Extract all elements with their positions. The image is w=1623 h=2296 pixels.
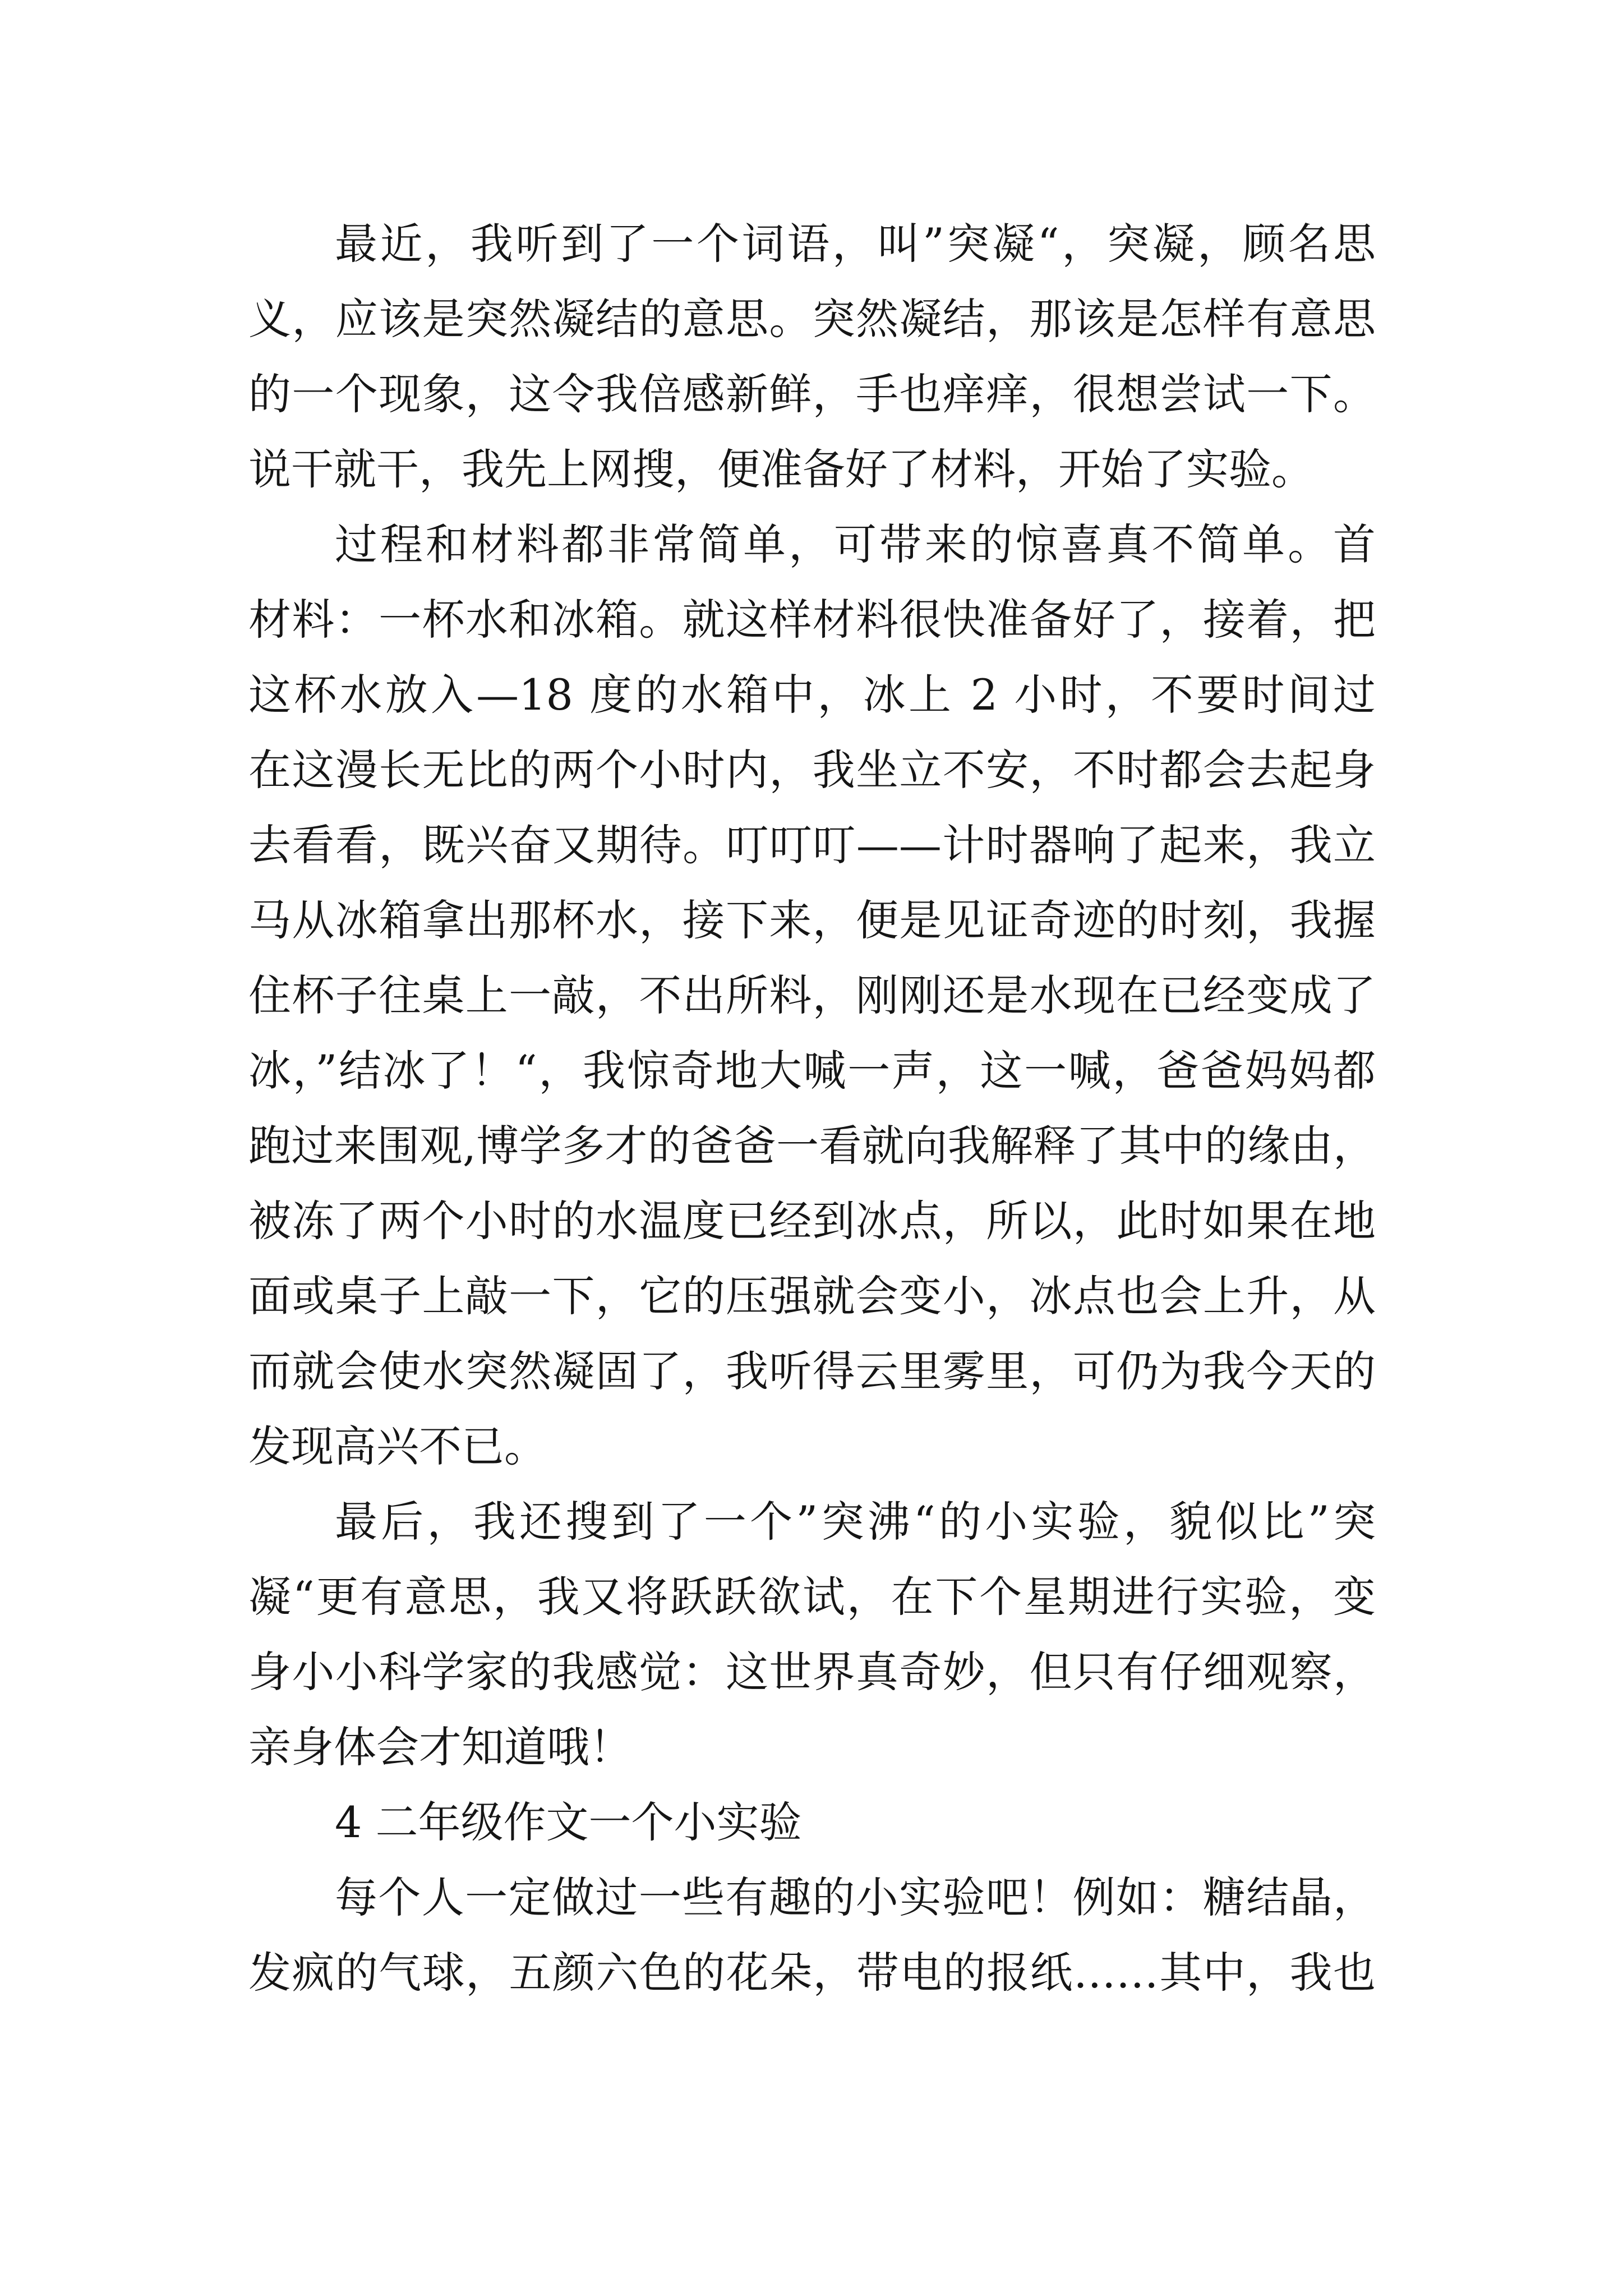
text-line: 冰，”结冰了！“，我惊奇地大喊一声，这一喊，爸爸妈妈都: [248, 1046, 1376, 1096]
text-line: 被冻了两个小时的水温度已经到冰点，所以，此时如果在地: [248, 1196, 1376, 1246]
text-line: 发现高兴不已。: [248, 1421, 547, 1471]
text-line: 最后，我还搜到了一个”突沸“的小实验，貌似比”突: [335, 1497, 1376, 1547]
text-line: 跑过来围观,博学多才的爸爸一看就向我解释了其中的缘由，: [248, 1121, 1376, 1171]
text-line: 身小小科学家的我感觉：这世界真奇妙，但只有仔细观察，: [248, 1647, 1376, 1697]
section-heading: 4 二年级作文一个小实验: [335, 1797, 802, 1847]
text-line: 这杯水放入—18 度的水箱中，冰上 2 小时，不要时间过: [248, 670, 1376, 720]
text-line: 发疯的气球，五颜六色的花朵，带电的报纸……其中，我也: [248, 1948, 1376, 1998]
text-line: 最近，我听到了一个词语，叫”突凝“，突凝，顾名思: [335, 219, 1376, 269]
document-body: [248, 206, 1376, 2010]
text-line: 马从冰箱拿出那杯水，接下来，便是见证奇迹的时刻，我握: [248, 895, 1376, 945]
text-line: 在这漫长无比的两个小时内，我坐立不安，不时都会去起身: [248, 745, 1376, 795]
text-line: 亲身体会才知道哦！: [248, 1722, 632, 1772]
text-line: 的一个现象，这令我倍感新鲜，手也痒痒，很想尝试一下。: [248, 369, 1376, 419]
text-line: 义，应该是突然凝结的意思。突然凝结，那该是怎样有意思: [248, 294, 1376, 344]
text-line: 住杯子往桌上一敲，不出所料，刚刚还是水现在已经变成了: [248, 970, 1376, 1020]
text-line: 每个人一定做过一些有趣的小实验吧！例如：糖结晶，: [335, 1872, 1376, 1922]
text-line: 凝“更有意思，我又将跃跃欲试，在下个星期进行实验，变: [248, 1572, 1376, 1622]
text-line: 说干就干，我先上网搜，便准备好了材料，开始了实验。: [248, 444, 1314, 494]
text-line: 材料：一杯水和冰箱。就这样材料很快准备好了，接着，把: [248, 595, 1376, 645]
paragraph-4: [248, 1860, 1376, 2010]
paragraph-3: [248, 1484, 1376, 1785]
paragraph-1: [248, 206, 1376, 507]
text-line: 去看看，既兴奋又期待。叮叮叮——计时器响了起来，我立: [248, 820, 1376, 870]
paragraph-2: [248, 507, 1376, 1484]
text-line: 过程和材料都非常简单，可带来的惊喜真不简单。首: [335, 519, 1376, 569]
text-line: 面或桌子上敲一下，它的压强就会变小，冰点也会上升，从: [248, 1271, 1376, 1321]
text-line: 而就会使水突然凝固了，我听得云里雾里，可仍为我今天的: [248, 1346, 1376, 1396]
